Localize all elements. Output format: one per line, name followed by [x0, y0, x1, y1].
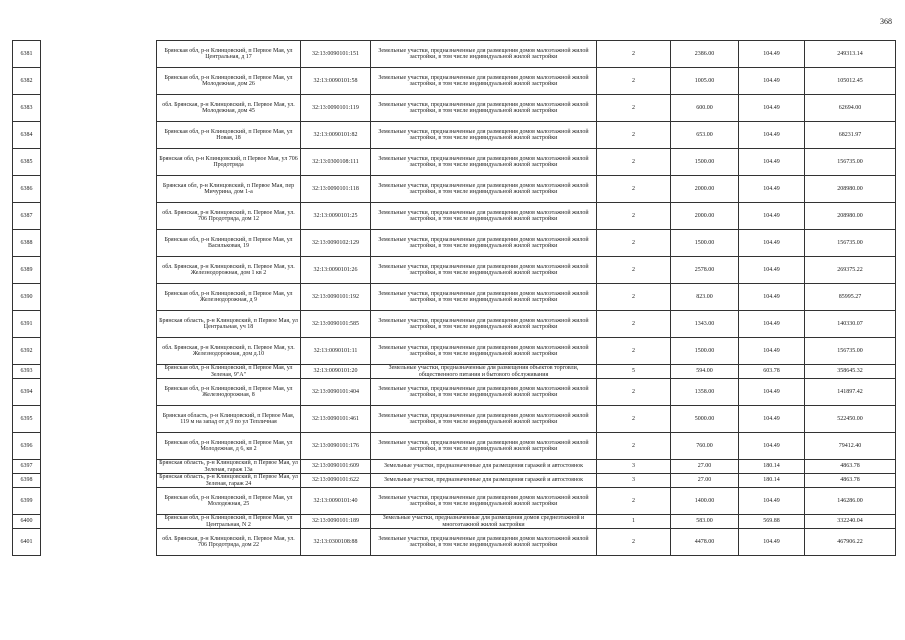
group-cell: 2 — [597, 284, 671, 311]
address-cell: Брянская обл, р-н Клинцовский, п Первое Мая, ул Центральная, N 2 — [157, 515, 301, 529]
group-cell: 2 — [597, 257, 671, 284]
address-cell: Брянская область, р-н Клинцовский, п Первое Мая, 119 м на запад от д 9 по ул Тепличная — [157, 406, 301, 433]
area-cell: 27.00 — [671, 474, 739, 488]
address-cell: Брянская область, р-н Клинцовский, п Первое Мая, ул Зеленая, гараж 24 — [157, 474, 301, 488]
address-cell: Брянская обл, р-н Клинцовский, п Первое Мая, ул Железнодорожная, 8 — [157, 379, 301, 406]
area-cell: 1005.00 — [671, 68, 739, 95]
cadastral-value-cell: 522450.00 — [805, 406, 896, 433]
group-cell: 2 — [597, 311, 671, 338]
table-row — [13, 149, 896, 176]
group-cell: 2 — [597, 149, 671, 176]
area-cell: 1400.00 — [671, 488, 739, 515]
table-row — [13, 257, 896, 284]
gap-cell — [41, 365, 157, 379]
row-number-cell: 6390 — [13, 284, 41, 311]
area-cell: 1500.00 — [671, 149, 739, 176]
page-number: 368 — [880, 17, 892, 26]
land-use-cell: Земельные участки, предназначенные для размещения домов малоэтажной жилой застройки, в том числе индивидуальной жилой застройки — [371, 176, 597, 203]
table-body — [13, 41, 896, 556]
address-cell: обл. Брянская, р-н Клинцовский, п. Первое Мая, ул. Молодежная, дом 45 — [157, 95, 301, 122]
area-cell: 1358.00 — [671, 379, 739, 406]
rate-cell: 104.49 — [739, 284, 805, 311]
group-cell: 2 — [597, 379, 671, 406]
rate-cell: 569.88 — [739, 515, 805, 529]
cadastral-value-cell: 332240.04 — [805, 515, 896, 529]
land-use-cell: Земельные участки, предназначенные для размещения домов малоэтажной жилой застройки, в том числе индивидуальной жилой застройки — [371, 149, 597, 176]
land-use-cell: Земельные участки, предназначенные для размещения домов среднеэтажной и многоэтажной жилой застройки — [371, 515, 597, 529]
address-cell: обл. Брянская, р-н Клинцовский, п. Первое Мая, ул. Железнодорожная, дом д.10 — [157, 338, 301, 365]
area-cell: 2000.00 — [671, 176, 739, 203]
group-cell: 1 — [597, 515, 671, 529]
address-cell: обл. Брянская, р-н Клинцовский, п. Первое Мая, ул. 706 Продотряда, дом 12 — [157, 203, 301, 230]
address-cell: Брянская обл, р-н Клинцовский, п Первое Мая, ул Зеленая, 9"А" — [157, 365, 301, 379]
area-cell: 2000.00 — [671, 203, 739, 230]
row-number-cell: 6386 — [13, 176, 41, 203]
gap-cell — [41, 230, 157, 257]
row-number-cell: 6394 — [13, 379, 41, 406]
cadastral-value-cell: 208980.00 — [805, 203, 896, 230]
area-cell: 760.00 — [671, 433, 739, 460]
row-number-cell: 6393 — [13, 365, 41, 379]
address-cell: Брянская область, р-н Клинцовский, п Первое Мая, ул Зеленая, гараж 13а — [157, 460, 301, 474]
cadastral-number-cell: 32:13:0090101:26 — [301, 257, 371, 284]
table-row — [13, 176, 896, 203]
land-use-cell: Земельные участки, предназначенные для размещения домов малоэтажной жилой застройки, в том числе индивидуальной жилой застройки — [371, 257, 597, 284]
rate-cell: 104.49 — [739, 95, 805, 122]
address-cell: обл. Брянская, р-н Клинцовский, п. Первое Мая, ул. 706 Продотряда, дом 22 — [157, 529, 301, 556]
cadastral-number-cell: 32:13:0090102:129 — [301, 230, 371, 257]
cadastral-value-cell: 105012.45 — [805, 68, 896, 95]
land-use-cell: Земельные участки, предназначенные для размещения объектов торговли, общественного питания и бытового обслуживания — [371, 365, 597, 379]
table-row — [13, 406, 896, 433]
rate-cell: 104.49 — [739, 406, 805, 433]
row-number-cell: 6388 — [13, 230, 41, 257]
cadastral-value-cell: 467906.22 — [805, 529, 896, 556]
row-number-cell: 6383 — [13, 95, 41, 122]
cadastral-number-cell: 32:13:0090101:11 — [301, 338, 371, 365]
land-use-cell: Земельные участки, предназначенные для размещения домов малоэтажной жилой застройки, в том числе индивидуальной жилой застройки — [371, 488, 597, 515]
rate-cell: 104.49 — [739, 338, 805, 365]
area-cell: 583.00 — [671, 515, 739, 529]
group-cell: 2 — [597, 488, 671, 515]
row-number-cell: 6392 — [13, 338, 41, 365]
cadastral-value-cell: 68231.97 — [805, 122, 896, 149]
gap-cell — [41, 284, 157, 311]
group-cell: 3 — [597, 460, 671, 474]
cadastral-number-cell: 32:13:0090101:404 — [301, 379, 371, 406]
group-cell: 2 — [597, 529, 671, 556]
gap-cell — [41, 529, 157, 556]
row-number-cell: 6385 — [13, 149, 41, 176]
table-row — [13, 41, 896, 68]
cadastral-number-cell: 32:13:0090101:176 — [301, 433, 371, 460]
row-number-cell: 6399 — [13, 488, 41, 515]
group-cell: 5 — [597, 365, 671, 379]
table-row — [13, 338, 896, 365]
area-cell: 4478.00 — [671, 529, 739, 556]
area-cell: 1500.00 — [671, 230, 739, 257]
table-row — [13, 460, 896, 474]
land-use-cell: Земельные участки, предназначенные для размещения домов малоэтажной жилой застройки, в том числе индивидуальной жилой застройки — [371, 122, 597, 149]
cadastral-value-cell: 269375.22 — [805, 257, 896, 284]
address-cell: Брянская обл, р-н Клинцовский, п Первое Мая, пер Мичурина, дом 1-а — [157, 176, 301, 203]
rate-cell: 180.14 — [739, 460, 805, 474]
address-cell: Брянская обл, р-н Клинцовский, п Первое Мая, ул Железнодорожная, д 9 — [157, 284, 301, 311]
gap-cell — [41, 515, 157, 529]
group-cell: 2 — [597, 406, 671, 433]
rate-cell: 104.49 — [739, 488, 805, 515]
row-number-cell: 6398 — [13, 474, 41, 488]
cadastral-value-cell: 4863.78 — [805, 474, 896, 488]
row-number-cell: 6381 — [13, 41, 41, 68]
table-row — [13, 515, 896, 529]
area-cell: 823.00 — [671, 284, 739, 311]
group-cell: 2 — [597, 338, 671, 365]
table-row — [13, 68, 896, 95]
area-cell: 27.00 — [671, 460, 739, 474]
land-use-cell: Земельные участки, предназначенные для размещения домов малоэтажной жилой застройки, в том числе индивидуальной жилой застройки — [371, 230, 597, 257]
gap-cell — [41, 176, 157, 203]
cadastral-value-cell: 208980.00 — [805, 176, 896, 203]
gap-cell — [41, 338, 157, 365]
gap-cell — [41, 474, 157, 488]
area-cell: 594.00 — [671, 365, 739, 379]
cadastral-number-cell: 32:13:0090101:151 — [301, 41, 371, 68]
group-cell: 2 — [597, 122, 671, 149]
table-row — [13, 95, 896, 122]
cadastral-number-cell: 32:13:0300108:88 — [301, 529, 371, 556]
rate-cell: 104.49 — [739, 379, 805, 406]
row-number-cell: 6400 — [13, 515, 41, 529]
land-use-cell: Земельные участки, предназначенные для размещения домов малоэтажной жилой застройки, в том числе индивидуальной жилой застройки — [371, 68, 597, 95]
cadastral-number-cell: 32:13:0090101:40 — [301, 488, 371, 515]
row-number-cell: 6384 — [13, 122, 41, 149]
row-number-cell: 6391 — [13, 311, 41, 338]
rate-cell: 104.49 — [739, 311, 805, 338]
gap-cell — [41, 149, 157, 176]
table-row — [13, 311, 896, 338]
group-cell: 2 — [597, 41, 671, 68]
gap-cell — [41, 311, 157, 338]
table-row — [13, 365, 896, 379]
gap-cell — [41, 95, 157, 122]
gap-cell — [41, 460, 157, 474]
land-use-cell: Земельные участки, предназначенные для размещения домов малоэтажной жилой застройки, в том числе индивидуальной жилой застройки — [371, 338, 597, 365]
row-number-cell: 6395 — [13, 406, 41, 433]
group-cell: 3 — [597, 474, 671, 488]
address-cell: Брянская обл, р-н Клинцовский, п Первое Мая, ул Новая, 18 — [157, 122, 301, 149]
gap-cell — [41, 257, 157, 284]
row-number-cell: 6396 — [13, 433, 41, 460]
cadastral-value-cell: 156735.00 — [805, 338, 896, 365]
area-cell: 1343.00 — [671, 311, 739, 338]
table-row — [13, 379, 896, 406]
land-use-cell: Земельные участки, предназначенные для размещения гаражей и автостоянок — [371, 460, 597, 474]
land-use-cell: Земельные участки, предназначенные для размещения домов малоэтажной жилой застройки, в том числе индивидуальной жилой застройки — [371, 379, 597, 406]
cadastral-number-cell: 32:13:0090101:20 — [301, 365, 371, 379]
cadastral-value-cell: 156735.00 — [805, 149, 896, 176]
row-number-cell: 6387 — [13, 203, 41, 230]
row-number-cell: 6389 — [13, 257, 41, 284]
land-use-cell: Земельные участки, предназначенные для размещения домов малоэтажной жилой застройки, в том числе индивидуальной жилой застройки — [371, 41, 597, 68]
rate-cell: 104.49 — [739, 176, 805, 203]
rate-cell: 104.49 — [739, 41, 805, 68]
cadastral-number-cell: 32:13:0090101:118 — [301, 176, 371, 203]
gap-cell — [41, 406, 157, 433]
table-row — [13, 284, 896, 311]
gap-cell — [41, 488, 157, 515]
rate-cell: 180.14 — [739, 474, 805, 488]
group-cell: 2 — [597, 230, 671, 257]
area-cell: 600.00 — [671, 95, 739, 122]
gap-cell — [41, 203, 157, 230]
group-cell: 2 — [597, 433, 671, 460]
cadastral-value-cell: 85995.27 — [805, 284, 896, 311]
address-cell: Брянская обл, р-н Клинцовский, п Первое Мая, ул Васильковая, 19 — [157, 230, 301, 257]
table-row — [13, 230, 896, 257]
gap-cell — [41, 68, 157, 95]
address-cell: обл. Брянская, р-н Клинцовский, п. Первое Мая, ул. Железнодорожная, дом 1 кв 2 — [157, 257, 301, 284]
land-use-cell: Земельные участки, предназначенные для размещения домов малоэтажной жилой застройки, в том числе индивидуальной жилой застройки — [371, 284, 597, 311]
rate-cell: 104.49 — [739, 203, 805, 230]
cadastral-number-cell: 32:13:0090101:461 — [301, 406, 371, 433]
area-cell: 1500.00 — [671, 338, 739, 365]
cadastral-value-cell: 4863.78 — [805, 460, 896, 474]
cadastral-value-cell: 358645.32 — [805, 365, 896, 379]
cadastral-value-cell: 249313.14 — [805, 41, 896, 68]
address-cell: Брянская обл, р-н Клинцовский, п Первое Мая, ул Молодежная, д 6, кв 2 — [157, 433, 301, 460]
land-use-cell: Земельные участки, предназначенные для размещения домов малоэтажной жилой застройки, в том числе индивидуальной жилой застройки — [371, 203, 597, 230]
address-cell: Брянская область, р-н Клинцовский, п Первое Мая, ул Центральная, уч 18 — [157, 311, 301, 338]
rate-cell: 104.49 — [739, 529, 805, 556]
rate-cell: 603.78 — [739, 365, 805, 379]
address-cell: Брянская обл, р-н Клинцовский, п Первое Мая, ул Молодежная, дом 26 — [157, 68, 301, 95]
land-use-cell: Земельные участки, предназначенные для размещения домов малоэтажной жилой застройки, в том числе индивидуальной жилой застройки — [371, 406, 597, 433]
table-row — [13, 122, 896, 149]
row-number-cell: 6397 — [13, 460, 41, 474]
cadastral-number-cell: 32:13:0090101:82 — [301, 122, 371, 149]
cadastral-number-cell: 32:13:0090101:119 — [301, 95, 371, 122]
address-cell: Брянская обл, р-н Клинцовский, п Первое Мая, ул Молодежная, 25 — [157, 488, 301, 515]
gap-cell — [41, 379, 157, 406]
cadastral-value-cell: 141897.42 — [805, 379, 896, 406]
table-row — [13, 474, 896, 488]
land-use-cell: Земельные участки, предназначенные для размещения гаражей и автостоянок — [371, 474, 597, 488]
group-cell: 2 — [597, 176, 671, 203]
area-cell: 2386.00 — [671, 41, 739, 68]
gap-cell — [41, 433, 157, 460]
rate-cell: 104.49 — [739, 68, 805, 95]
rate-cell: 104.49 — [739, 122, 805, 149]
table-row — [13, 433, 896, 460]
land-use-cell: Земельные участки, предназначенные для размещения домов малоэтажной жилой застройки, в том числе индивидуальной жилой застройки — [371, 529, 597, 556]
cadastral-value-cell: 146286.00 — [805, 488, 896, 515]
rate-cell: 104.49 — [739, 433, 805, 460]
cadastral-number-cell: 32:13:0090101:189 — [301, 515, 371, 529]
gap-cell — [41, 122, 157, 149]
area-cell: 653.00 — [671, 122, 739, 149]
area-cell: 5000.00 — [671, 406, 739, 433]
group-cell: 2 — [597, 203, 671, 230]
cadastral-value-cell: 140330.07 — [805, 311, 896, 338]
cadastral-table — [12, 40, 896, 556]
address-cell: Брянская обл, р-н Клинцовский, п Первое Мая, ул Центральная, д 17 — [157, 41, 301, 68]
land-use-cell: Земельные участки, предназначенные для размещения домов малоэтажной жилой застройки, в том числе индивидуальной жилой застройки — [371, 433, 597, 460]
cadastral-number-cell: 32:13:0090101:609 — [301, 460, 371, 474]
cadastral-number-cell: 32:13:0300108:111 — [301, 149, 371, 176]
row-number-cell: 6382 — [13, 68, 41, 95]
address-cell: Брянская обл, р-н Клинцовский, п Первое Мая, ул 706 Продотряда — [157, 149, 301, 176]
table-row — [13, 203, 896, 230]
row-number-cell: 6401 — [13, 529, 41, 556]
cadastral-number-cell: 32:13:0090101:192 — [301, 284, 371, 311]
cadastral-number-cell: 32:13:0090101:585 — [301, 311, 371, 338]
cadastral-number-cell: 32:13:0090101:58 — [301, 68, 371, 95]
cadastral-value-cell: 156735.00 — [805, 230, 896, 257]
table-row — [13, 529, 896, 556]
cadastral-value-cell: 79412.40 — [805, 433, 896, 460]
gap-cell — [41, 41, 157, 68]
land-use-cell: Земельные участки, предназначенные для размещения домов малоэтажной жилой застройки, в том числе индивидуальной жилой застройки — [371, 311, 597, 338]
group-cell: 2 — [597, 95, 671, 122]
table-row — [13, 488, 896, 515]
cadastral-number-cell: 32:13:0090101:622 — [301, 474, 371, 488]
rate-cell: 104.49 — [739, 257, 805, 284]
cadastral-number-cell: 32:13:0090101:25 — [301, 203, 371, 230]
rate-cell: 104.49 — [739, 149, 805, 176]
group-cell: 2 — [597, 68, 671, 95]
cadastral-value-cell: 62694.00 — [805, 95, 896, 122]
rate-cell: 104.49 — [739, 230, 805, 257]
land-use-cell: Земельные участки, предназначенные для размещения домов малоэтажной жилой застройки, в том числе индивидуальной жилой застройки — [371, 95, 597, 122]
area-cell: 2578.00 — [671, 257, 739, 284]
